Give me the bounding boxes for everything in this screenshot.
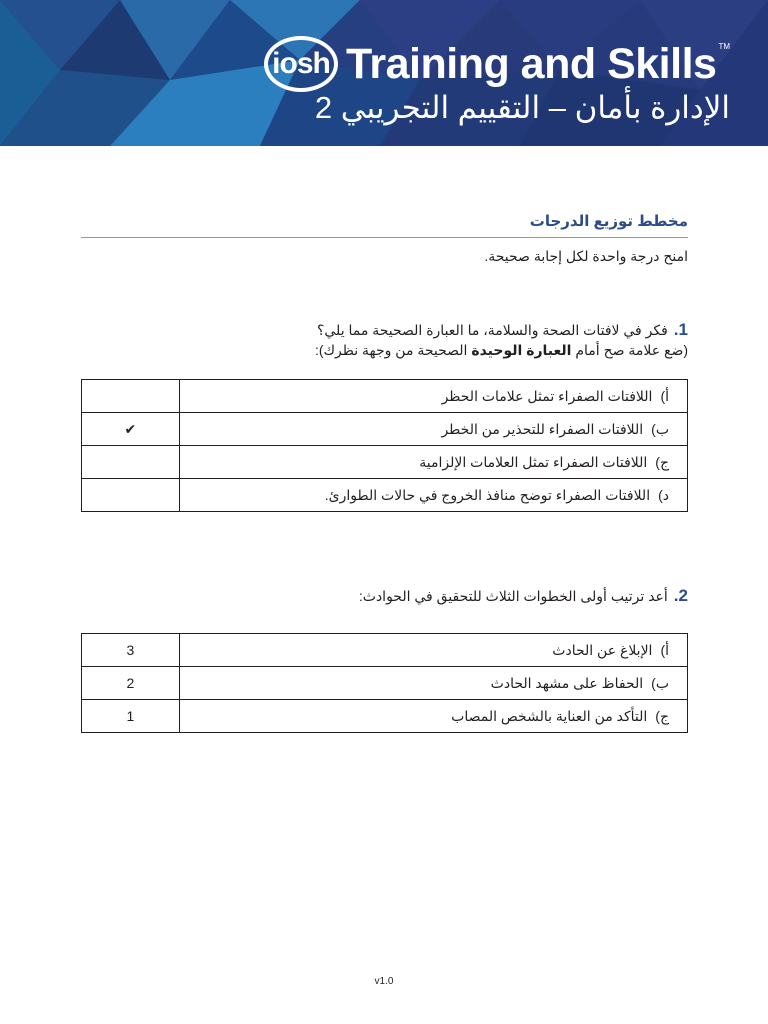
- option-text: الحفاظ على مشهد الحادث: [490, 674, 644, 691]
- header-banner: [0, 0, 768, 146]
- table-row: [82, 634, 688, 667]
- document-subtitle: الإدارة بأمان – التقييم التجريبي 2: [314, 90, 730, 125]
- table-row: [82, 380, 688, 413]
- rank-cell: 2: [82, 667, 180, 700]
- iosh-logo: [264, 36, 338, 92]
- question-1-instruction-end: الصحيحة من وجهة نظرك):: [314, 342, 472, 358]
- rank-cell: 3: [82, 634, 180, 667]
- option-letter: ب): [651, 674, 669, 691]
- question-1-instruction-start: (ضع علامة صح أمام: [571, 342, 688, 358]
- option-cell: [179, 479, 687, 512]
- option-cell: [179, 413, 687, 446]
- logo-text: iosh: [272, 47, 330, 80]
- question-2-text: أعد ترتيب أولى الخطوات الثلاث للتحقيق في الحوادث:: [358, 588, 668, 604]
- question-1: [315, 320, 688, 360]
- version-label: v1.0: [374, 976, 394, 987]
- question-1-answer-table: [81, 379, 688, 512]
- option-cell: [179, 446, 687, 479]
- check-mark-cell: [82, 479, 180, 512]
- option-text: الإبلاغ عن الحادث: [552, 641, 653, 658]
- option-cell: [179, 380, 687, 413]
- question-2-answer-table: [81, 633, 688, 733]
- option-text: اللافتات الصفراء للتحذير من الخطر: [441, 420, 644, 437]
- section-title: مخطط توزيع الدرجات: [529, 213, 688, 230]
- option-letter: أ): [660, 387, 669, 404]
- rank-cell: 1: [82, 700, 180, 733]
- check-mark-cell: [82, 380, 180, 413]
- check-mark-cell: [82, 446, 180, 479]
- option-letter: ج): [655, 707, 669, 724]
- option-letter: ب): [651, 420, 669, 437]
- table-row: [82, 700, 688, 733]
- instruction-text: امنح درجة واحدة لكل إجابة صحيحة.: [484, 248, 688, 264]
- option-text: اللافتات الصفراء توضح منافذ الخروج في حالات الطوارئ.: [324, 486, 651, 503]
- section-divider: [81, 237, 688, 238]
- question-1-instruction-bold: العبارة الوحيدة: [471, 342, 572, 358]
- option-letter: د): [658, 486, 669, 503]
- trademark-mark: TM: [718, 41, 730, 51]
- check-mark-icon: ✔: [82, 413, 180, 446]
- option-cell: [179, 700, 687, 733]
- option-text: اللافتات الصفراء تمثل العلامات الإلزامية: [419, 453, 648, 470]
- question-1-instruction: [315, 340, 688, 360]
- table-row: [82, 413, 688, 446]
- option-cell: [179, 634, 687, 667]
- question-1-text: فكر في لافتات الصحة والسلامة، ما العبارة الصحيحة مما يلي؟: [316, 322, 668, 338]
- table-row: [82, 479, 688, 512]
- table-row: [82, 446, 688, 479]
- table-row: [82, 667, 688, 700]
- question-2: [359, 586, 688, 606]
- option-text: التأكد من العناية بالشخص المصاب: [451, 707, 648, 724]
- brand-title: Training and Skills: [346, 39, 717, 88]
- question-2-number: 2.: [673, 586, 688, 605]
- option-letter: أ): [660, 641, 669, 658]
- brand-lockup: [264, 36, 730, 92]
- option-letter: ج): [655, 453, 669, 470]
- option-cell: [179, 667, 687, 700]
- question-1-number: 1.: [673, 320, 688, 339]
- option-text: اللافتات الصفراء تمثل علامات الحظر: [441, 387, 653, 404]
